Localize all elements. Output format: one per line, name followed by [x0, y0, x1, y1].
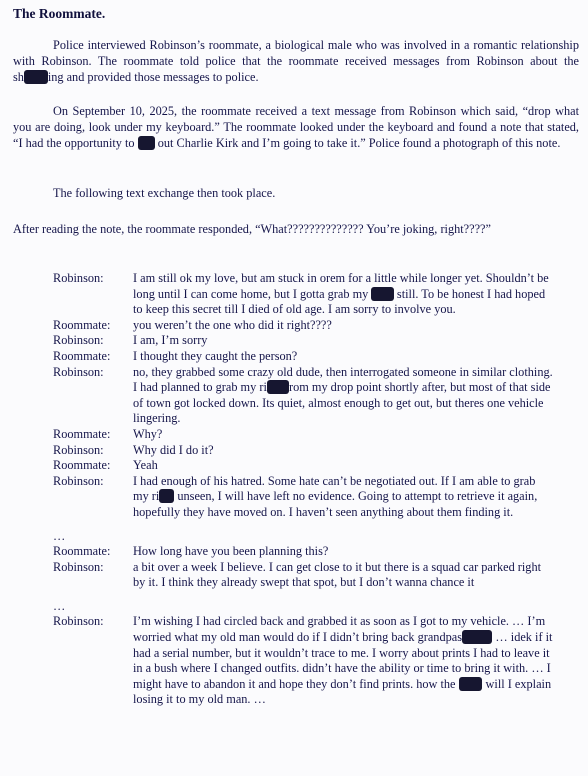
dialogue-row [53, 427, 573, 443]
ellipsis-marker: … [53, 528, 66, 543]
ellipsis-marker: … [53, 598, 66, 613]
speaker-label: Robinson: [53, 271, 104, 285]
speaker-label: Roommate: [53, 458, 111, 473]
text: no, they grabbed some crazy old dude, then interrogated someone in similar clothing. I had planned to grab my ri [133, 364, 553, 395]
text: will I explain losing it to my old man. … [133, 676, 552, 707]
dialogue-row [53, 349, 573, 365]
redaction-mark [459, 677, 483, 691]
speaker-label: Robinson: [53, 364, 104, 379]
paragraph-roommate-response: After reading the note, the roommate responded, “What?????????????? You’re joking, right????” [13, 222, 491, 236]
dialogue-row [53, 560, 573, 591]
redaction-mark [371, 287, 393, 301]
message-text: a bit over a week I believe. I can get close to it but there is a squad car parked right by it. I think they already swept that spot, but I don’t wanna chance it [133, 559, 542, 590]
dialogue-ellipsis [53, 529, 573, 545]
speaker-label: Robinson: [53, 559, 104, 574]
paragraph-interview [13, 38, 579, 85]
dialogue-ellipsis [53, 599, 573, 615]
redaction-mark [138, 136, 155, 150]
dialogue-row [53, 458, 573, 474]
speaker-label: Roommate: [53, 544, 111, 559]
redaction-mark [159, 489, 174, 503]
dialogue-row [53, 333, 573, 349]
section-heading: The Roommate. [13, 6, 106, 21]
redaction-mark [24, 70, 48, 84]
message-text [133, 474, 553, 521]
text-exchange [53, 271, 573, 708]
text: On September 10, 2025, the roommate received a text message from Robinson which said, “drop what you are doing, look under my keyboard.” The roommate looked under the keyboard and found a note that stated, “I had the opportunity to [13, 104, 579, 150]
dialogue-row [53, 443, 573, 459]
text: rom my drop point shortly after, but most of that side of town got locked down. Its quiet, almost enough to get out, but theres one vehicle lingering. [133, 380, 551, 426]
paragraph-note [13, 104, 579, 151]
speaker-label: Roommate: [53, 426, 111, 441]
dialogue-row [53, 318, 573, 334]
message-text: I am, I’m sorry [133, 333, 208, 348]
text: I’m wishing I had circled back and grabbed it as soon as I got to my vehicle. … I’m worried what my old man would do if I didn’t bring back grandpas [133, 614, 546, 645]
text: I am still ok my love, but am stuck in orem for a little while longer yet. Shouldn’t be long until I can come home, but I gotta grab my [133, 271, 549, 301]
dialogue-row [53, 365, 573, 427]
text: ing and provided those messages to police. [47, 69, 259, 84]
speaker-label: Robinson: [53, 614, 104, 629]
message-text [133, 271, 553, 318]
speaker-label: Roommate: [53, 317, 111, 332]
text: Police interviewed Robinson’s roommate, a biological male who was involved in a romantic relationship with Robinson. The roommate told police that the roommate received messages from Robinson about the sh [13, 38, 579, 84]
text: still. To be honest I had hoped to keep this secret till I died of old age. I am sorry to involve you. [133, 286, 546, 317]
text: I had enough of his hatred. Some hate can’t be negotiated out. If I am able to grab my ri [133, 473, 536, 504]
message-text: Why did I do it? [133, 442, 214, 457]
text: unseen, I will have left no evidence. Going to attempt to retrieve it again, hopefully they have moved on. I haven’t seen anything about them finding it. [133, 489, 538, 519]
text: out Charlie Kirk and I’m going to take it.” Police found a photograph of this note. [154, 135, 561, 150]
redaction-mark [267, 380, 289, 394]
message-text: Yeah [133, 458, 158, 473]
speaker-label: Robinson: [53, 442, 104, 457]
message-text: How long have you been planning this? [133, 544, 329, 559]
dialogue-row [53, 271, 573, 318]
message-text: you weren’t the one who did it right???? [133, 317, 332, 332]
message-text: Why? [133, 426, 163, 441]
dialogue-row [53, 544, 573, 560]
message-text [133, 365, 553, 427]
speaker-label: Robinson: [53, 473, 104, 488]
dialogue-row [53, 614, 573, 708]
speaker-label: Robinson: [53, 333, 104, 348]
paragraph-exchange-intro: The following text exchange then took place. [53, 186, 276, 200]
message-text: I thought they caught the person? [133, 348, 298, 363]
text: … idek if it had a serial number, but it wouldn’t trace to me. I worry about prints I had to leave it in a bush where I changed outfits. didn’t have the ability or time to bring it with. … I might have to abandon it and hope they don’t find prints. how the [133, 630, 553, 691]
message-text [133, 614, 553, 708]
dialogue-row [53, 474, 573, 521]
redaction-mark [462, 630, 492, 644]
speaker-label: Roommate: [53, 348, 111, 363]
